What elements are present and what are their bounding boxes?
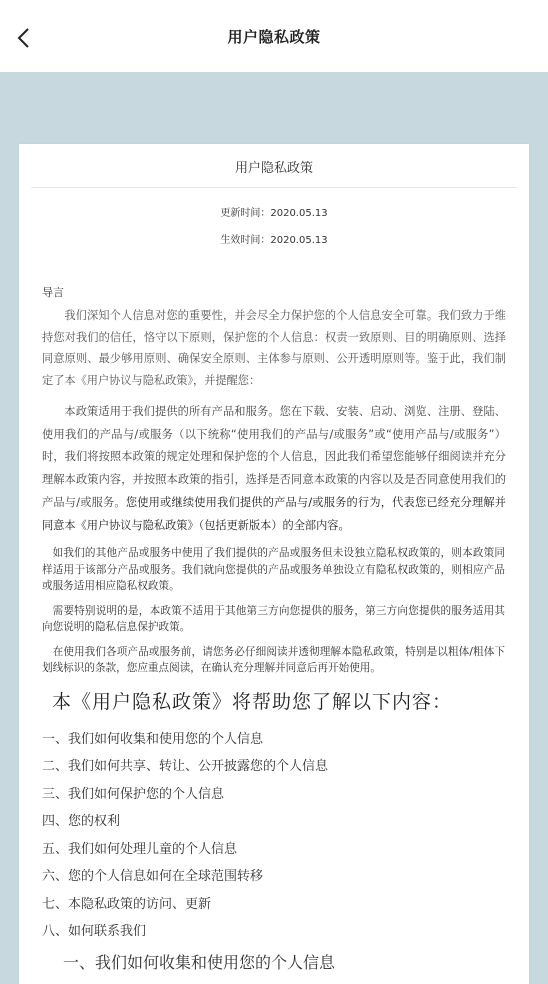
- toc-item: 一、我们如何收集和使用您的个人信息: [42, 731, 264, 747]
- toc-item: 六、您的个人信息如何在全球范围转移: [42, 869, 264, 885]
- intro-label: 导言: [42, 286, 64, 299]
- scope-text: 本政策适用于我们提供的所有产品和服务。您在下载、安装、启动、浏览、注册、登陆、使用我们的产品与/或服务（以下统称“使用我们的产品与/或服务”或“使用产品与/或服务”）时，我们将按照本政策的规定处理和保护您的个人信息，因此我们希望您能够仔细阅读并充分理解本政策内容，并按照本政策的指引，选择是否同意本政策的内容以及是否同意使用我们的产品与/或服务。: [42, 405, 506, 509]
- chevron-left-icon: [16, 27, 32, 49]
- toc-item: 四、您的权利: [42, 814, 121, 830]
- effective-date: 生效时间：2020.05.13: [220, 235, 328, 246]
- document-title: 用户隐私政策: [31, 157, 517, 188]
- other-products-paragraph: 如我们的其他产品或服务中使用了我们提供的产品或服务但未设独立隐私权政策的，则本政策同样适用于该部分产品或服务。我们就向您提供的产品或服务单独设立有隐私权政策的，则相应产品或服务适用相应隐私权政策。: [42, 547, 505, 593]
- updated-date: 更新时间：2020.05.13: [220, 208, 328, 219]
- toc-heading: 本《用户隐私政策》将帮助您了解以下内容：: [52, 690, 453, 713]
- back-button[interactable]: [10, 24, 38, 52]
- toc-item: 三、我们如何保护您的个人信息: [42, 786, 225, 802]
- toc-item: 八、如何联系我们: [42, 924, 147, 940]
- scope-paragraph: [42, 401, 506, 537]
- toc-item: 七、本隐私政策的访问、更新: [42, 896, 212, 912]
- page-title: 用户隐私政策: [227, 27, 321, 46]
- section-heading: 一、我们如何收集和使用您的个人信息: [63, 952, 336, 972]
- top-nav-bar: [0, 0, 548, 72]
- intro-paragraph: 我们深知个人信息对您的重要性，并会尽全力保护您的个人信息安全可靠。我们致力于维持您对我们的信任，恪守以下原则，保护您的个人信息：权责一致原则、目的明确原则、选择同意原则、最少够用原则、确保安全原则、主体参与原则、公开透明原则等。鉴于此，我们制定了本《用户协议与隐私政策》，并提醒您：: [42, 309, 506, 387]
- toc-item: 二、我们如何共享、转让、公开披露您的个人信息: [42, 759, 329, 775]
- third-party-paragraph: 需要特别说明的是，本政策不适用于其他第三方向您提供的服务，第三方向您提供的服务适用其向您说明的隐私信息保护政策。: [42, 604, 505, 634]
- table-of-contents: [19, 726, 529, 946]
- toc-item: 五、我们如何处理儿童的个人信息: [42, 841, 238, 857]
- read-carefully-paragraph: 在使用我们各项产品或服务前，请您务必仔细阅读并透彻理解本隐私政策，特别是以粗体/粗体下划线标识的条款，您应重点阅读，在确认充分理解并同意后再开始使用。: [42, 645, 505, 675]
- scope-emphasis-text: 您使用或继续使用我们提供的产品与/或服务的行为，代表您已经充分理解并同意本《用户协议与隐私政策》（包括更新版本）的全部内容。: [42, 495, 506, 532]
- policy-card: [19, 144, 529, 984]
